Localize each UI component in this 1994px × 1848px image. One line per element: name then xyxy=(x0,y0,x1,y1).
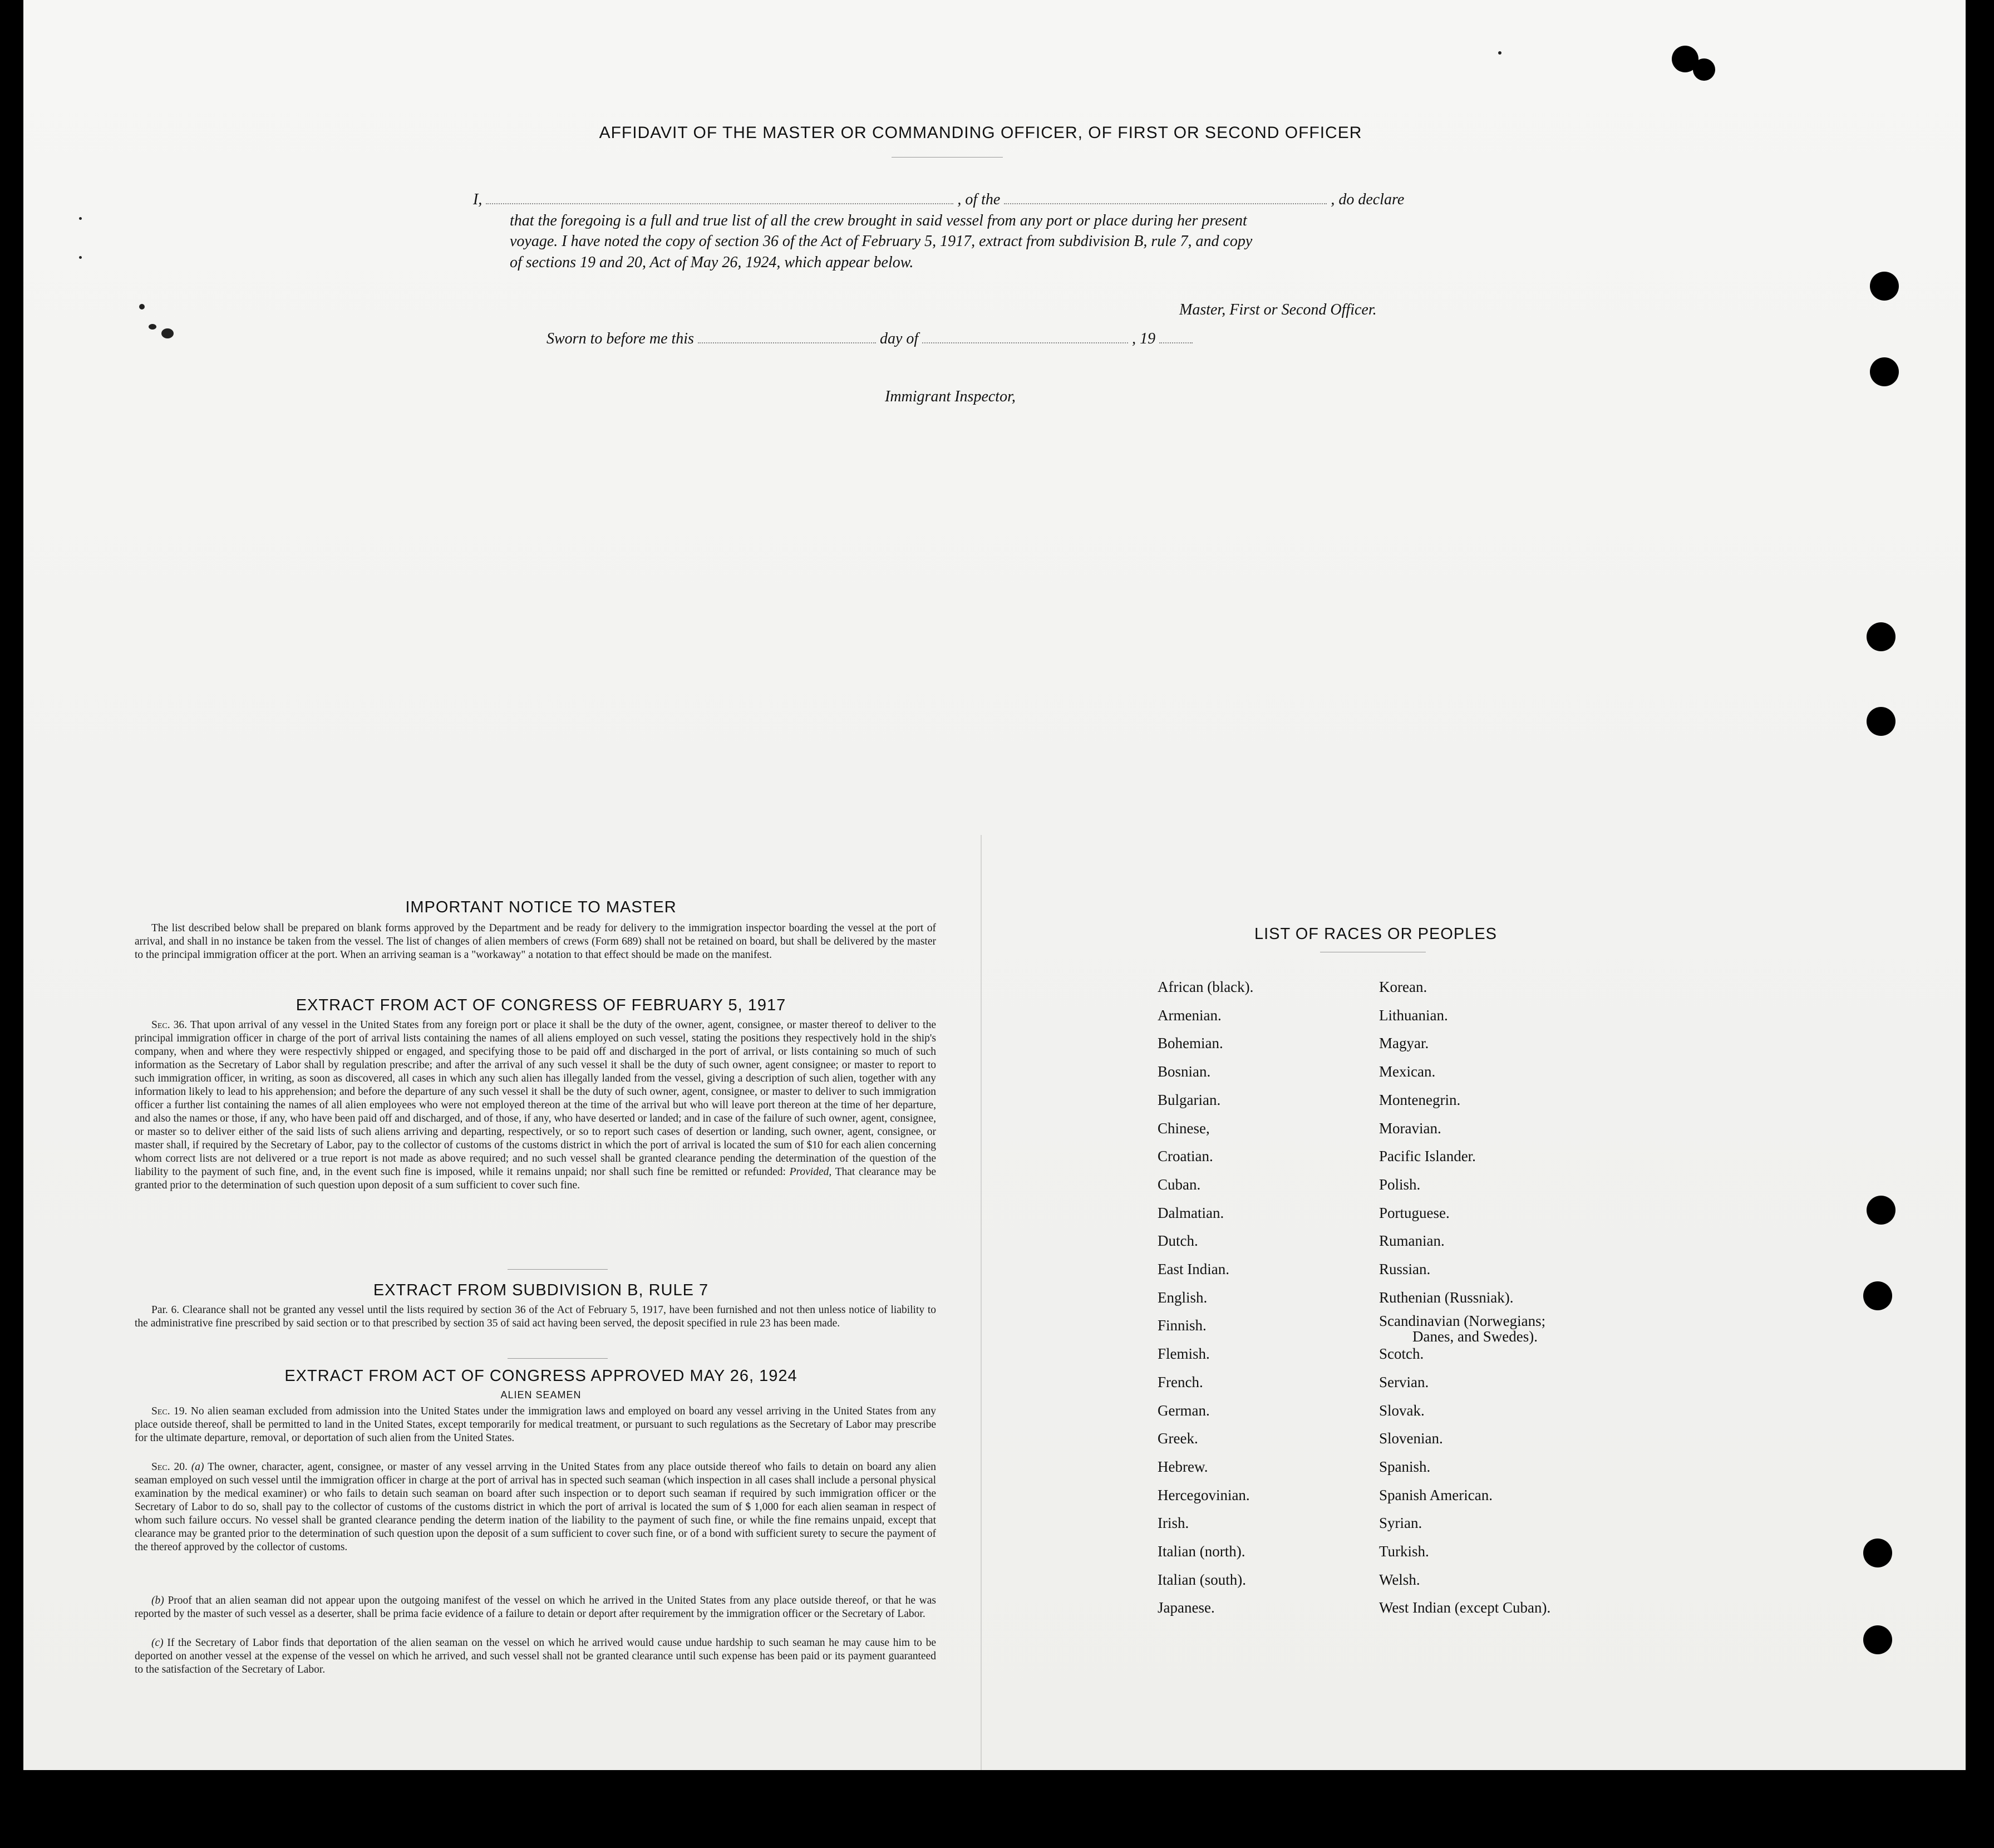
sec-20b-text: Proof that an alien seaman did not appear upon the outgoing manifest of the vessel on which he arrived in the United States from any place outside thereof, or that he was reported by the master of such vessel as a deserter, shall be prima facie evidence of a failure to detain or deport after requirement by the immigration officer or the Secretary of Labor. xyxy=(135,1595,936,1620)
race-item: Montenegrin. xyxy=(1379,1092,1461,1108)
sec-20a-label: (a) xyxy=(191,1461,204,1473)
declarant-label: I, xyxy=(473,191,483,208)
document-sheet xyxy=(23,0,1966,1770)
year-prefix: , 19 xyxy=(1132,330,1156,347)
ink-speck xyxy=(1498,51,1501,55)
day-of-label: day of xyxy=(879,330,919,347)
sec-20c-text: If the Secretary of Labor finds that deportation of the alien seaman on the vessel on which he arrived would cause undue hardship to such seaman he may cause him to be deported on another vessel at the expense of the vessel on which he arrived, and such vessel shall not be granted clearance until such expense has been paid or its payment guaranteed to the satisfaction of the Secretary of Labor. xyxy=(135,1637,936,1675)
race-item: Chinese, xyxy=(1158,1120,1210,1137)
extract-rule7-title: EXTRACT FROM SUBDIVISION B, RULE 7 xyxy=(373,1281,709,1299)
inspector-label: Immigrant Inspector, xyxy=(885,388,1016,405)
sworn-before-label: Sworn to before me this xyxy=(546,330,694,347)
par-6-text: Par. 6. Clearance shall not be granted any vessel until the lists required by section 36 of the Act of February 5, 1917, have been furnished and not then unless notice of liability to the administrative fine prescribed by said section or to that prescribed by section 35 of said act having been served, the deposit specified in rule 23 has been made. xyxy=(135,1304,936,1329)
race-item: Mexican. xyxy=(1379,1063,1436,1080)
inspector-line xyxy=(885,386,1016,407)
extract-1924-title: EXTRACT FROM ACT OF CONGRESS APPROVED MAY 26, 1924 xyxy=(284,1367,797,1385)
alien-seamen-subtitle: ALIEN SEAMEN xyxy=(500,1389,582,1400)
sec-36-text: That upon arrival of any vessel in the United States from any foreign port or place it shall be the duty of the owner, agent, consignee, or master thereof to deliver to the principal immigration officer in charge of the port of arrival lists containing the names of all aliens employed on such vessel, stating the positions they respectively hold in the ship's company, when and where they were respectivly shipped or engaged, and specifying those to be paid off and discharged in the port of arrival, or lists containing so much of such information as the Secretary of Labor shall by regulation prescribe; and after the arrival of any such vessel it shall be the duty of such owner, agent consignee; or master to report to such immigration officer, in writing, as soon as discovered, all cases in which any such alien has illegally landed from the vessel, giving a description of such alien, together with any information likely to lead to his apprehension; and before the departure of any such vessel it shall be the duty of such owner, agent, consignee, or master to deliver to such immigration officer a further list containing the names of all alien employees who were not employed thereon at the time of the arrival but who will leave port thereon at the time of her departure, and also the names or those, if any, who have been paid off and discharged, and of those, if any, who have deserted or landed; and in case of the failure of such owner, agent, consignee, or master so to deliver either of the said lists of such aliens arriving and departing, respectively, or so to report such cases of desertion or landing, such owner, agent, consignee, or master shall, if required by the Secretary of Labor, pay to the collector of customs of the customs district in which the port of arrival is located the sum of $10 for each alien concerning whom correct lists are not delivered or a true report is not made as above required; and no such vessel shall be granted clearance pending the determination of the question of the liability to the payment of such fine, and, in the event such fine is imposed, while it remains unpaid; nor shall such fine be remitted or refunded: xyxy=(135,1019,936,1178)
punch-hole xyxy=(1863,1539,1892,1567)
race-item: East Indian. xyxy=(1158,1261,1229,1277)
race-item: Italian (south). xyxy=(1158,1571,1246,1588)
sec-20c-body xyxy=(135,1636,936,1677)
declaration-line-4: of sections 19 and 20, Act of May 26, 1924, which appear below. xyxy=(510,254,914,271)
race-item: Russian. xyxy=(1379,1261,1431,1277)
race-item: Hebrew. xyxy=(1158,1458,1208,1475)
race-item: Armenian. xyxy=(1158,1007,1222,1024)
race-item: Lithuanian. xyxy=(1379,1007,1448,1024)
extract-rule7-body xyxy=(135,1304,936,1330)
sec-20a-body xyxy=(135,1461,936,1554)
race-item: Spanish. xyxy=(1379,1458,1431,1475)
race-item: German. xyxy=(1158,1402,1210,1419)
race-item: Flemish. xyxy=(1158,1345,1210,1362)
ink-speck xyxy=(149,324,156,330)
race-item: Scotch. xyxy=(1379,1345,1424,1362)
sec-20b-label: (b) xyxy=(151,1595,164,1606)
race-item: French. xyxy=(1158,1374,1203,1390)
race-item: Japanese. xyxy=(1158,1599,1215,1616)
punch-hole xyxy=(1863,1281,1892,1310)
race-item: Portuguese. xyxy=(1379,1205,1450,1221)
declare-label: , do declare xyxy=(1331,191,1405,208)
sworn-line xyxy=(546,328,1193,350)
punch-hole xyxy=(1863,1625,1892,1654)
title-rule xyxy=(892,157,1003,158)
master-signature-label: Master, First or Second Officer. xyxy=(1179,301,1377,318)
race-item: Korean. xyxy=(1379,979,1427,995)
punch-hole xyxy=(1867,622,1895,651)
master-signature-line xyxy=(1075,299,1377,321)
race-item: Irish. xyxy=(1158,1515,1189,1531)
extract-1917-title: EXTRACT FROM ACT OF CONGRESS OF FEBRUARY 5, 1917 xyxy=(296,996,786,1014)
punch-hole xyxy=(1870,357,1899,386)
race-item: English. xyxy=(1158,1289,1208,1306)
races-title: LIST OF RACES OR PEOPLES xyxy=(1254,925,1498,943)
ink-speck xyxy=(161,328,174,338)
race-item: Bosnian. xyxy=(1158,1063,1211,1080)
ink-speck xyxy=(79,217,82,220)
ink-speck xyxy=(79,256,82,259)
notice-title: IMPORTANT NOTICE TO MASTER xyxy=(405,898,677,916)
race-item: African (black). xyxy=(1158,979,1254,995)
notice-text: The list described below shall be prepared on blank forms approved by the Department and be ready for delivery to the immigration inspector boarding the vessel at the port of arrival, and shall in no instance be taken from the vessel. The list of changes of alien members of crews (Form 689) shall not be retained on board, but shall be delivered by the master to the principal immigration officer at the port. When an arriving seaman is a "workaway" a notation to that effect should be made on the manifest. xyxy=(135,922,936,961)
race-item: Finnish. xyxy=(1158,1317,1207,1334)
declaration-line-3: voyage. I have noted the copy of section 36 of the Act of February 5, 1917, extract from subdivision B, rule 7, and copy xyxy=(510,233,1253,250)
race-item: Slovak. xyxy=(1379,1402,1425,1419)
extract-1917-body xyxy=(135,1019,936,1192)
punch-hole xyxy=(1870,272,1899,301)
proviso-text: That clearance may be granted prior to the determination of such question upon deposit of a sum sufficient to cover such fine. xyxy=(135,1166,936,1191)
sec-20b-body xyxy=(135,1594,936,1621)
punch-hole xyxy=(1693,58,1715,81)
sec-19-body xyxy=(135,1405,936,1445)
sec-19-text: No alien seaman excluded from admission into the United States under the immigration laws and employed on board any vessel arriving in the United States from any place outside thereof, shall be permitted to land in the United States, except temporarily for medical treatment, or pursuant to such regulations as the Secretary of Labor may prescribe for the ultimate departure, removal, or deportation of such alien from the United States. xyxy=(135,1405,936,1444)
declaration-line-2: that the foregoing is a full and true list of all the crew brought in said vessel from any port or place during her present xyxy=(510,212,1247,229)
sworn-year-field[interactable] xyxy=(1159,331,1193,343)
vessel-name-field[interactable] xyxy=(1004,192,1327,204)
race-item: Rumanian. xyxy=(1379,1232,1445,1249)
sworn-day-field[interactable] xyxy=(698,331,876,343)
race-item: Hercegovinian. xyxy=(1158,1487,1250,1503)
affidavit-title: AFFIDAVIT OF THE MASTER OR COMMANDING OFFICER, OF FIRST OR SECOND OFFICER xyxy=(599,124,1362,142)
race-item: Greek. xyxy=(1158,1430,1198,1447)
race-item: Bohemian. xyxy=(1158,1035,1223,1051)
race-item: Cuban. xyxy=(1158,1176,1201,1193)
race-item-continuation: Danes, and Swedes). xyxy=(1412,1328,1538,1345)
race-item: Turkish. xyxy=(1379,1543,1429,1560)
sec-36-label: Sec. 36. xyxy=(151,1019,188,1031)
vessel-label: , of the xyxy=(957,191,1001,208)
punch-hole xyxy=(1867,707,1895,736)
race-item: Croatian. xyxy=(1158,1148,1213,1164)
race-item: Bulgarian. xyxy=(1158,1092,1221,1108)
sec-19-label: Sec. 19. xyxy=(151,1405,188,1417)
sec-20-label: Sec. 20. xyxy=(151,1461,188,1473)
race-item: Syrian. xyxy=(1379,1515,1422,1531)
race-item: Scandinavian (Norwegians; xyxy=(1379,1313,1546,1329)
race-item: Pacific Islander. xyxy=(1379,1148,1476,1164)
race-item: Magyar. xyxy=(1379,1035,1429,1051)
race-item: West Indian (except Cuban). xyxy=(1379,1599,1551,1616)
race-item: Moravian. xyxy=(1379,1120,1441,1137)
notice-body xyxy=(135,922,936,962)
race-item: Italian (north). xyxy=(1158,1543,1245,1560)
declaration-line-1 xyxy=(473,189,1404,210)
declarant-name-field[interactable] xyxy=(486,192,953,204)
proviso-label: Provided, xyxy=(789,1166,832,1178)
race-item: Dutch. xyxy=(1158,1232,1198,1249)
sec-20a-text: The owner, character, agent, consignee, or master of any vessel arrving in the United States from any place outside thereof who fails to detain on board any alien seaman employed on such vessel until the immigration officer in charge at the port of arrival has in spected such seaman (which inspection in all cases shall include a personal physical examination by the medical examiner) or who fails to detain such seaman on board after such inspection or to deport such seaman if required by such immigration officer or the Secretary of Labor to do so, shall pay to the collector of customs of the customs district in which the port of arrival is located the sum of $ 1,000 for each alien seaman in respect of whom such failure occurs. No vessel shall be granted clearance pending the determ ination of the liability to the payment of such fine, or while the fine remains unpaid, except that clearance may be granted prior to the determination of such question upon the deposit of a sum sufficient to cover such fine, or of a bond with sufficient surety to secure the payment of the thereof approved by the collector of customs. xyxy=(135,1461,936,1553)
section-rule xyxy=(508,1358,608,1359)
ink-speck xyxy=(139,304,145,309)
race-item: Slovenian. xyxy=(1379,1430,1443,1447)
punch-hole xyxy=(1867,1196,1895,1225)
page-fold xyxy=(981,835,982,1770)
race-item: Ruthenian (Russniak). xyxy=(1379,1289,1514,1306)
race-item: Servian. xyxy=(1379,1374,1429,1390)
master-signature-field[interactable] xyxy=(1075,302,1175,314)
race-item: Polish. xyxy=(1379,1176,1421,1193)
race-item: Spanish American. xyxy=(1379,1487,1493,1503)
race-item: Welsh. xyxy=(1379,1571,1420,1588)
sec-20c-label: (c) xyxy=(151,1637,164,1649)
sworn-month-field[interactable] xyxy=(922,331,1128,343)
race-item: Dalmatian. xyxy=(1158,1205,1224,1221)
section-rule xyxy=(508,1269,608,1270)
